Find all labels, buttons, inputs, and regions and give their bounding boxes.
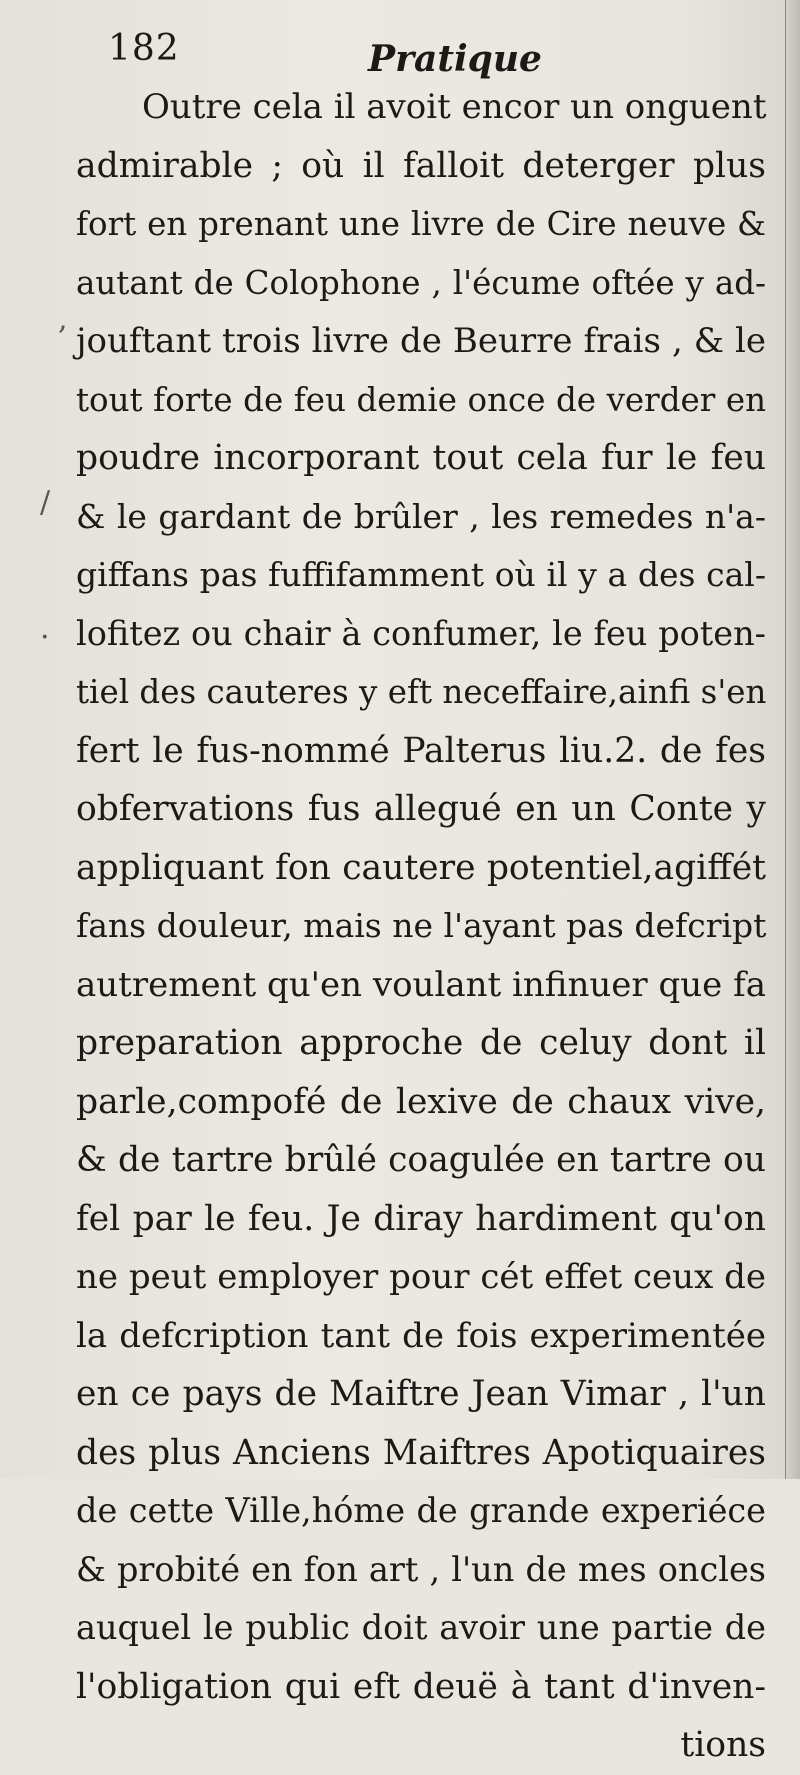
text-line: lofitez ou chair à confumer, le feu poten- xyxy=(76,613,766,653)
text-line: autrement qu'en voulant infinuer que fa xyxy=(76,964,766,1005)
catchword: tions xyxy=(680,1725,766,1765)
running-title: Pratique xyxy=(368,38,542,80)
text-line: ne peut employer pour cét effet ceux de xyxy=(76,1257,766,1297)
text-line: obfervations fus allegué en un Conte y xyxy=(76,789,766,829)
text-line: & de tartre brûlé coagulée en tartre ou xyxy=(76,1140,766,1180)
text-line: parle,compofé de lexive de chaux vive, xyxy=(76,1081,766,1122)
text-line: fans douleur, mais ne l'ayant pas defcript xyxy=(76,906,767,945)
text-line: jouftant trois livre de Beurre frais , & le xyxy=(76,321,766,361)
text-line: en ce pays de Maiftre Jean Vimar , l'un xyxy=(76,1374,766,1414)
text-line: des plus Anciens Maiftres Apotiquaires xyxy=(76,1432,766,1473)
text-line: la defcription tant de fois experimentée xyxy=(76,1315,766,1356)
text-line: auquel le public doit avoir une partie de xyxy=(76,1608,766,1647)
page-number: 182 xyxy=(108,28,180,69)
text-line: autant de Colophone , l'écume oftée y ad- xyxy=(76,263,766,302)
margin-tick: , xyxy=(58,302,68,337)
margin-dash: · xyxy=(40,620,50,655)
text-line: de cette Ville,hóme de grande experiéce xyxy=(76,1491,766,1530)
text-line: fel par le feu. Je diray hardiment qu'on xyxy=(76,1198,766,1239)
margin-slash: / xyxy=(40,485,51,520)
text-line: Outre cela il avoit encor un onguent xyxy=(142,87,767,127)
text-line: l'obligation qui eft deuë à tant d'inven- xyxy=(76,1666,766,1707)
text-line: poudre incorporant tout cela fur le feu xyxy=(76,438,766,478)
text-line: preparation approche de celuy dont il xyxy=(76,1023,766,1063)
body-text xyxy=(76,78,766,1775)
text-line: tiel des cauteres y eft neceffaire,ainfi s'en xyxy=(76,673,767,711)
text-line: admirable ; où il falloit deterger plus xyxy=(76,145,766,186)
page-edge xyxy=(785,0,800,1479)
text-line: appliquant fon cautere potentiel,agiffét xyxy=(76,847,766,888)
text-line: giffans pas fuffifamment où il y a des cal- xyxy=(76,555,766,594)
text-line: tout forte de feu demie once de verder en xyxy=(76,380,766,419)
text-line: & le gardant de brûler , les remedes n'a- xyxy=(76,496,766,536)
text-line: fert le fus-nommé Palterus liu.2. de fes xyxy=(76,730,766,771)
text-line: & probité en fon art , l'un de mes oncles xyxy=(76,1549,766,1589)
text-line: fort en prenant une livre de Cire neuve & xyxy=(76,205,766,243)
